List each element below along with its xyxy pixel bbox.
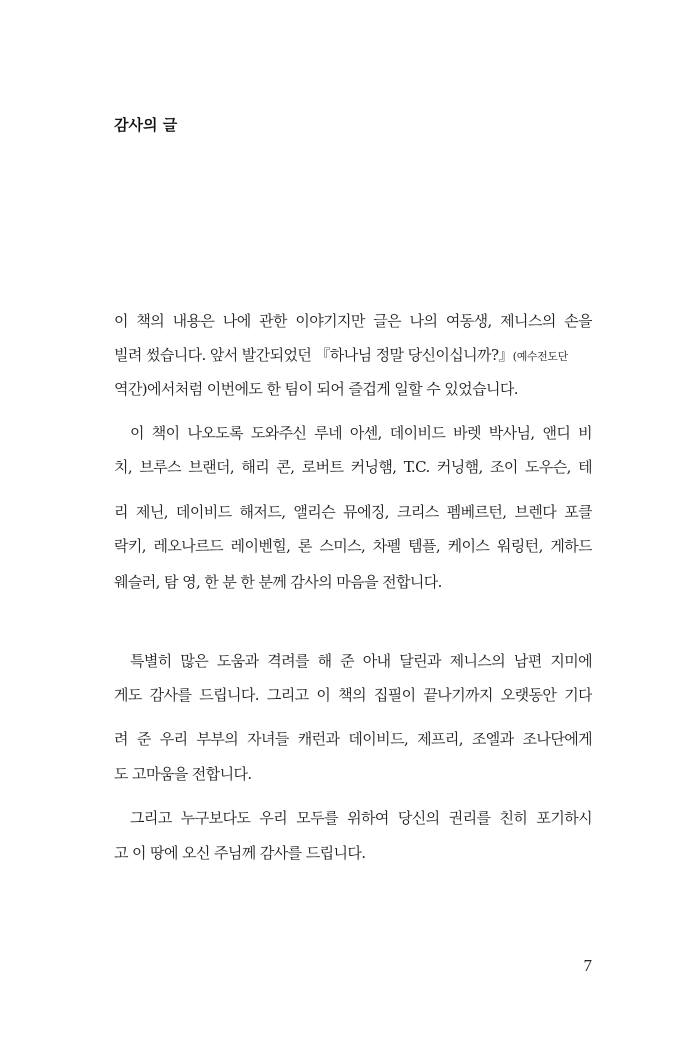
paragraph-3-line-1: 특별히 많은 도움과 격려를 해 준 아내 달린과 제니스의 남편 지미에 xyxy=(130,652,592,670)
paragraph-2-line-5: 웨슬러, 탐 영, 한 분 한 분께 감사의 마음을 전합니다. xyxy=(114,573,442,591)
paragraph-2-line-1: 이 책이 나오도록 도와주신 루네 아센, 데이비드 바렛 박사님, 앤디 비 xyxy=(130,424,592,442)
paragraph-2-line-3: 리 제닌, 데이비드 해저드, 앨리슨 뮤에징, 크리스 펨베르턴, 브렌다 포클 xyxy=(114,503,592,521)
paragraph-1-line-3: 역간)에서처럼 이번에도 한 팀이 되어 즐겁게 일할 수 있었습니다. xyxy=(114,380,518,398)
paragraph-3-line-2: 게도 감사를 드립니다. 그리고 이 책의 집필이 끝나기까지 오랫동안 기다 xyxy=(114,686,592,704)
paragraph-2-line-2: 치, 브루스 브랜더, 해리 콘, 로버트 커닝햄, T.C. 커닝햄, 조이 도우슨, 테 xyxy=(114,458,592,476)
paragraph-3-line-4: 도 고마움을 전합니다. xyxy=(114,765,252,783)
page-number: 7 xyxy=(583,956,592,975)
paragraph-2-line-4: 락키, 레오나르드 레이벤힐, 론 스미스, 차펠 템플, 케이스 워링턴, 게하드 xyxy=(114,537,592,555)
paragraph-4-line-1: 그리고 누구보다도 우리 모두를 위하여 당신의 권리를 친히 포기하시 xyxy=(130,809,592,827)
paragraph-1-line-1: 이 책의 내용은 나에 관한 이야기지만 글은 나의 여동생, 제니스의 손을 xyxy=(114,312,592,330)
page-heading: 감사의 글 xyxy=(114,116,178,134)
paragraph-3-line-3: 려 준 우리 부부의 자녀들 캐런과 데이비드, 제프리, 조엘과 조나단에게 xyxy=(114,730,592,748)
paragraph-1-line-2-text: 빌려 썼습니다. 앞서 발간되었던 『하나님 정말 당신이십니까?』 xyxy=(114,346,513,364)
paragraph-4-line-2: 고 이 땅에 오신 주님께 감사를 드립니다. xyxy=(114,844,366,862)
paragraph-1-line-2 xyxy=(114,345,592,367)
publisher-note: (예수전도단 xyxy=(512,350,568,363)
